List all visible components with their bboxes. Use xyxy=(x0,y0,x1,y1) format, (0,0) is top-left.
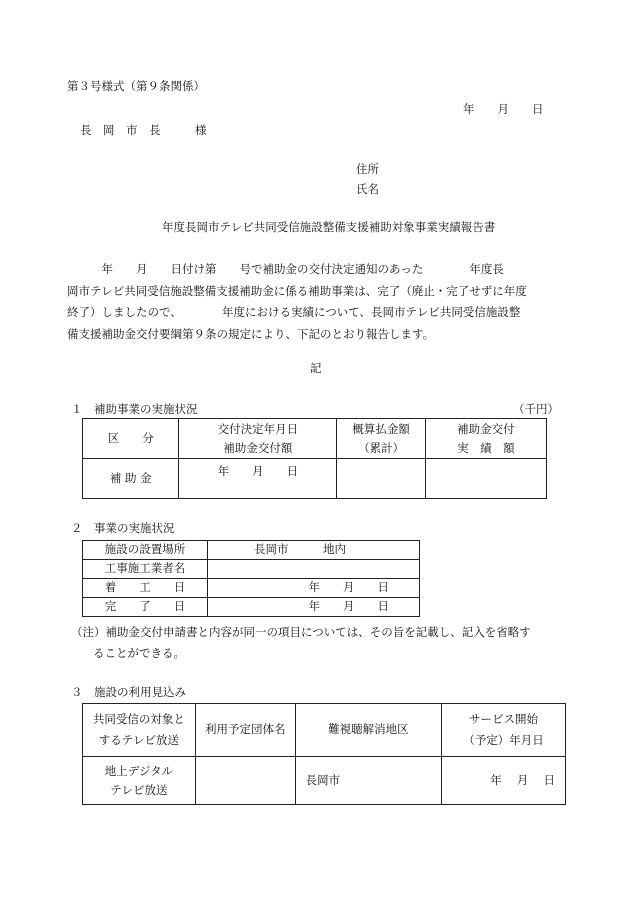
name-label: 氏名 xyxy=(356,182,379,196)
unit-label: （千円） xyxy=(513,402,559,416)
row-label: 補 助 金 xyxy=(83,459,179,499)
body-line: 備支援補助金交付要綱第９条の規定により、下記のとおり報告します。 xyxy=(67,326,435,341)
start-date-cell: 年 月 日 xyxy=(207,579,419,598)
header-actual-amount xyxy=(425,419,546,459)
address-label: 住所 xyxy=(356,162,379,176)
decision-date-cell: 年 月 日 xyxy=(179,459,337,499)
document-title: 年度長岡市テレビ共同受信施設整備支援補助対象事業実績報告書 xyxy=(162,220,496,234)
broadcast-cell xyxy=(83,757,196,805)
header-organization: 利用予定団体名 xyxy=(195,704,295,757)
body-line: 年 月 日付け第 号で補助金の交付決定通知のあった 年度長 xyxy=(67,262,504,276)
table-header-row xyxy=(83,419,547,459)
table-row xyxy=(83,579,420,598)
service-start-cell: 年 月 日 xyxy=(442,757,566,805)
header-line: 交付決定年月日 xyxy=(217,421,299,436)
section2-heading: ２ 事業の実施状況 xyxy=(71,521,175,535)
date-line: 年 月 日 xyxy=(463,102,544,116)
form-number: 第３号様式（第９条関係） xyxy=(67,79,205,93)
usage-outlook-table xyxy=(82,703,566,805)
location-cell: 長岡市 地内 xyxy=(207,541,419,560)
header-line: （累計） xyxy=(358,440,405,455)
table-row xyxy=(83,598,420,617)
completion-date-cell: 年 月 日 xyxy=(207,598,419,617)
header-line: 概算払金額 xyxy=(352,421,410,436)
header-line: するテレビ放送 xyxy=(98,733,180,747)
cell-line: テレビ放送 xyxy=(110,782,168,797)
implementation-status-table xyxy=(82,540,420,617)
table-row xyxy=(83,541,420,560)
body-paragraph xyxy=(67,259,565,345)
organization-cell xyxy=(195,757,295,805)
section1-heading: １ 補助事業の実施状況 xyxy=(71,402,198,416)
table-row xyxy=(83,459,547,499)
section3-heading: ３ 施設の利用見込み xyxy=(71,685,186,699)
header-broadcast xyxy=(83,704,196,757)
row-label: 完 了 日 xyxy=(83,598,208,617)
header-line: 補助金交付 xyxy=(457,421,515,436)
note-line: ることができる。 xyxy=(93,646,185,660)
body-line: 終了）しましたので、 年度における実績について、長岡市テレビ共同受信施設整 xyxy=(67,305,521,319)
row-label: 施設の設置場所 xyxy=(83,541,208,560)
header-line: サービス開始 xyxy=(469,712,539,726)
table-header-row xyxy=(83,704,566,757)
ki-label: 記 xyxy=(310,361,322,375)
header-area: 難視聴解消地区 xyxy=(295,704,441,757)
header-service-start xyxy=(442,704,566,757)
note-line: （注）補助金交付申請書と内容が同一の項目については、その旨を記載し、記入を省略す xyxy=(71,625,531,639)
table-row xyxy=(83,757,566,805)
subsidy-status-table xyxy=(82,418,547,499)
actual-amount-cell xyxy=(425,459,546,499)
advance-amount-cell xyxy=(337,459,425,499)
row-label: 着 工 日 xyxy=(83,579,208,598)
row-label: 工事施工業者名 xyxy=(83,560,208,579)
header-line: 補助金交付額 xyxy=(223,440,293,455)
header-decision-date xyxy=(179,419,337,459)
contractor-cell xyxy=(207,560,419,579)
body-line: 岡市テレビ共同受信施設整備支援補助金に係る補助事業は、完了（廃止・完了せずに年度 xyxy=(67,283,527,298)
cell-line: 地上デジタル xyxy=(104,763,174,778)
header-advance-amount xyxy=(337,419,425,459)
header-line: 共同受信の対象と xyxy=(92,712,185,726)
table-row xyxy=(83,560,420,579)
header-line: 実 績 額 xyxy=(457,440,515,455)
header-category: 区 分 xyxy=(83,419,179,459)
addressee: 長 岡 市 長 様 xyxy=(80,123,207,137)
area-cell: 長岡市 xyxy=(295,757,441,805)
header-line: （予定）年月日 xyxy=(463,733,544,747)
